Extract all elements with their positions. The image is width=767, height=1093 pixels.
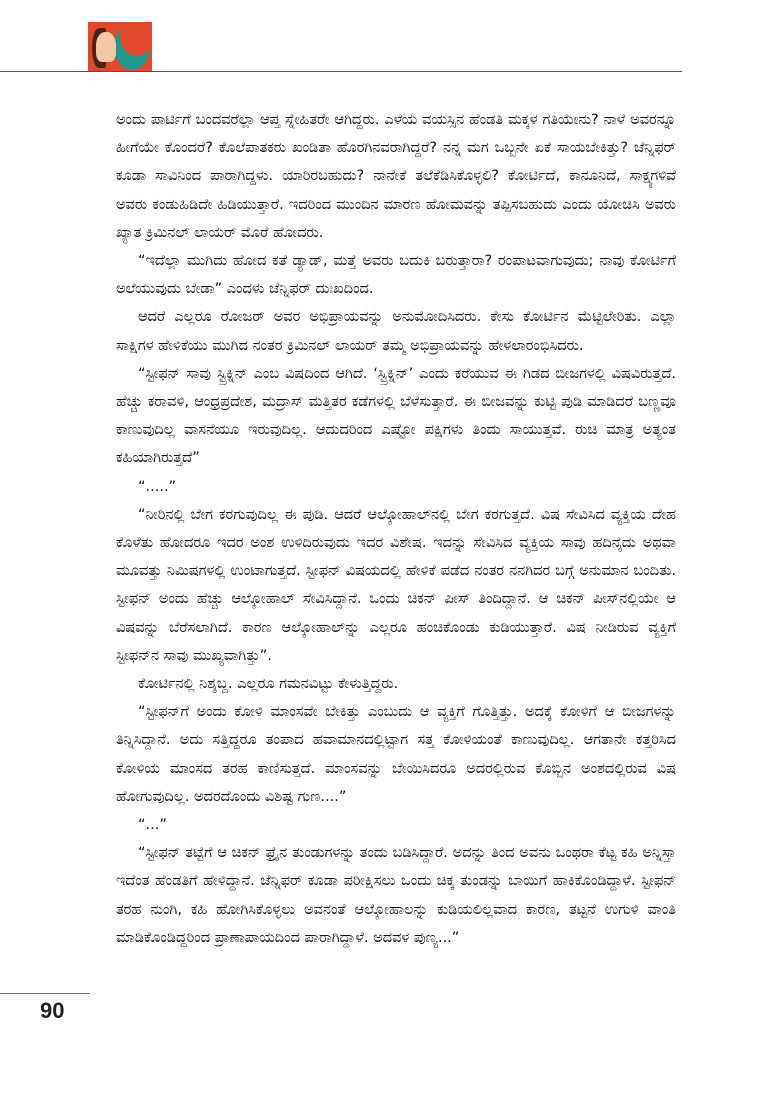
logo-shape-red [120,22,152,56]
logo-shape-face [96,32,116,62]
footer-divider [0,993,90,994]
paragraph: “ಸ್ಟೀಫನ್‌ಗೆ ಅಂದು ಕೋಳಿ ಮಾಂಸವೇ ಬೇಕಿತ್ತು ಎಂಬುದು ಆ ವ್ಯಕ್ತಿಗೆ ಗೊತ್ತಿತ್ತು. ಅದಕ್ಕೆ ಕೋಳಿಗೆ ಆ ಬೀಜಗಳನ್ನು ತಿನ್ನಿಸಿದ್ದಾನೆ. ಅದು ಸತ್ತಿದ್ದರೂ ತಂಪಾದ ಹವಾಮಾನದಲ್ಲಿಟ್ಟಾಗ ಸತ್ತ ಕೋಳಿಯಂತೆ ಕಾಣುವುದಿಲ್ಲ. ಆಗತಾನೇ ಕತ್ತರಿಸಿದ ಕೋಳಿಯ ಮಾಂಸದ ತರಹ ಕಾಣಿಸುತ್ತದೆ. ಮಾಂಸವನ್ನು ಬೇಯಿಸಿದರೂ ಅದರಲ್ಲಿರುವ ಕೊಬ್ಬಿನ ಅಂಶದಲ್ಲಿರುವ ವಿಷ ಹೋಗುವುದಿಲ್ಲ. ಅದರದೊಂದು ವಿಶಿಷ್ಟ ಗುಣ....” [116,704,676,805]
paragraph: “ಸ್ಟೀಫನ್ ಸಾವು ಸ್ಟ್ರಿಕ್ನಿನ್ ಎಂಬ ವಿಷದಿಂದ ಆಗಿದೆ. ‘ಸ್ಟ್ರಿಕ್ನಿನ್’ ಎಂದು ಕರೆಯುವ ಈ ಗಿಡದ ಬೀಜಗಳಲ್ಲಿ ವಿಷವಿರುತ್ತದೆ. ಹೆಚ್ಚು ಕರಾವಳಿ, ಆಂಧ್ರಪ್ರದೇಶ, ಮದ್ರಾಸ್ ಮತ್ತಿತರ ಕಡೆಗಳಲ್ಲಿ ಬೆಳೆಸುತ್ತಾರೆ. ಈ ಬೀಜವನ್ನು ಕುಟ್ಟಿ ಪುಡಿ ಮಾಡಿದರೆ ಬಣ್ಣವೂ ಕಾಣುವುದಿಲ್ಲ ವಾಸನೆಯೂ ಇರುವುದಿಲ್ಲ. ಆದುದರಿಂದ ಎಷ್ಟೋ ಪಕ್ಷಿಗಳು ತಿಂದು ಸಾಯುತ್ತವೆ. ರುಚಿ ಮಾತ್ರ ಅತ್ಯಂತ ಕಹಿಯಾಗಿರುತ್ತದೆ” [116,365,676,467]
paragraph: “ಇದೆಲ್ಲಾ ಮುಗಿದು ಹೋದ ಕತೆ ಡ್ಯಾಡ್, ಮತ್ತೆ ಅವರು ಬದುಕಿ ಬರುತ್ತಾರಾ? ರಂಪಾಟವಾಗುವುದು; ನಾವು ಕೋರ್ಟಿಗೆ ಅಲೆಯುವುದು ಬೇಡಾ” ಎಂದಳು ಜೆನ್ನಿಫರ್ ದುಃಖದಿಂದ. [116,253,676,298]
page-body [116,106,676,952]
book-logo [88,22,152,72]
paragraph: “.....” [138,478,177,495]
paragraph: ಆದರೆ ಎಲ್ಲರೂ ರೋಜರ್ ಅವರ ಅಭಿಪ್ರಾಯವನ್ನು ಅನುಮೋದಿಸಿದರು. ಕೇಸು ಕೋರ್ಟಿನ ಮೆಟ್ಟಿಲೇರಿತು. ಎಲ್ಲಾ ಸಾಕ್ಷಿಗಳ ಹೇಳಿಕೆಯು ಮುಗಿದ ನಂತರ ಕ್ರಿಮಿನಲ್ ಲಾಯರ್ ತಮ್ಮ ಅಭಿಪ್ರಾಯವನ್ನು ಹೇಳಲಾರಂಭಿಸಿದರು. [116,309,676,354]
paragraph: ಅಂದು ಪಾರ್ಟಿಗೆ ಬಂದವರೆಲ್ಲಾ ಆಪ್ತ ಸ್ನೇಹಿತರೇ ಆಗಿದ್ದರು. ಎಳೆಯ ವಯಸ್ಸಿನ ಹೆಂಡತಿ ಮಕ್ಕಳ ಗತಿಯೇನು? ನಾಳೆ ಅವರನ್ನೂ ಹೀಗೆಯೇ ಕೊಂದರೆ? ಕೊಲೆಪಾತಕರು ಖಂಡಿತಾ ಹೊರಗಿನವರಾಗಿದ್ದರೆ? ನನ್ನ ಮಗ ಒಬ್ಬನೇ ಏಕೆ ಸಾಯಬೇಕಿತ್ತು? ಜೆನ್ನಿಫರ್ ಕೂಡಾ ಸಾವಿನಿಂದ ಪಾರಾಗಿದ್ದಳು. ಯಾರಿರಬಹುದು? ನಾನೇಕೆ ತಲೆಕೆಡಿಸಿಕೊಳ್ಳಲಿ? ಕೋರ್ಟಿದೆ, ಕಾನೂನಿದೆ, ಸಾಕ್ಷ್ಯಗಳಿವೆ ಅವರು ಕಂಡುಹಿಡಿದೇ ಹಿಡಿಯುತ್ತಾರೆ. ಇದರಿಂದ ಮುಂದಿನ ಮಾರಣ ಹೋಮವನ್ನು ತಪ್ಪಿಸಬಹುದು ಎಂದು ಯೋಚಿಸಿ ಅವರು ಖ್ಯಾತ ಕ್ರಿಮಿನಲ್ ಲಾಯರ್ ಮೊರೆ ಹೋದರು. [116,112,676,241]
header-divider [0,71,682,72]
paragraph: “ಸ್ಟೀಫನ್ ತಟ್ಟೆಗೆ ಆ ಚಿಕನ್ ಫ್ರೈನ ತುಂಡುಗಳನ್ನು ತಂದು ಬಡಿಸಿದ್ದಾರೆ. ಅದನ್ನು ತಿಂದ ಅವನು ಒಂಥರಾ ಕೆಟ್ಟ ಕಹಿ ಅನ್ನಿಸ್ತಾ ಇದೆಂತ ಹೆಂಡತಿಗೆ ಹೇಳಿದ್ದಾನೆ. ಜೆನ್ನಿಫರ್ ಕೂಡಾ ಪರೀಕ್ಷಿಸಲು ಒಂದು ಚಿಕ್ಕ ತುಂಡನ್ನು ಬಾಯಿಗೆ ಹಾಕಿಕೊಂಡಿದ್ದಾಳೆ. ಸ್ಟೀಫನ್ ತರಹ ನುಂಗಿ, ಕಹಿ ಹೋಗಿಸಿಕೊಳ್ಳಲು ಅವನಂತೆ ಆಲ್ಕೋಹಾಲನ್ನು ಕುಡಿಯಲಿಲ್ಲವಾದ ಕಾರಣ, ತಟ್ಟನೆ ಉಗುಳಿ ವಾಂತಿ ಮಾಡಿಕೊಂಡಿದ್ದರಿಂದ ಪ್ರಾಣಾಪಾಯದಿಂದ ಪಾರಾಗಿದ್ದಾಳೆ. ಅದವಳ ಪುಣ್ಯ...” [116,845,676,946]
paragraph: ಕೋರ್ಟಿನಲ್ಲಿ ನಿಶ್ಶಬ್ದ. ಎಲ್ಲರೂ ಗಮನವಿಟ್ಟು ಕೇಳುತ್ತಿದ್ದರು. [138,676,399,693]
paragraph: “...” [138,817,167,834]
paragraph: “ನೀರಿನಲ್ಲಿ ಬೇಗ ಕರಗುವುದಿಲ್ಲ ಈ ಪುಡಿ. ಆದರೆ ಆಲ್ಕೋಹಾಲ್‌ನಲ್ಲಿ ಬೇಗ ಕರಗುತ್ತದೆ. ವಿಷ ಸೇವಿಸಿದ ವ್ಯಕ್ತಿಯ ದೇಹ ಕೊಳೆತು ಹೋದರೂ ಇದರ ಅಂಶ ಉಳಿದಿರುವುದು ಇದರ ವಿಶೇಷ. ಇದನ್ನು ಸೇವಿಸಿದ ವ್ಯಕ್ತಿಯ ಸಾವು ಹದಿನೈದು ಅಥವಾ ಮೂವತ್ತು ನಿಮಿಷಗಳಲ್ಲಿ ಉಂಟಾಗುತ್ತದೆ. ಸ್ಟೀಫನ್ ವಿಷಯದಲ್ಲಿ ಹೇಳಿಕೆ ಪಡೆದ ನಂತರ ನನಗಿದರ ಬಗ್ಗೆ ಅನುಮಾನ ಬಂದಿತು. ಸ್ಟೀಫನ್ ಅಂದು ಹೆಚ್ಚು ಆಲ್ಕೋಹಾಲ್ ಸೇವಿಸಿದ್ದಾನೆ. ಒಂದು ಚಿಕನ್ ಪೀಸ್ ತಿಂದಿದ್ದಾನೆ. ಆ ಚಿಕನ್ ಪೀಸ್‌ನಲ್ಲಿಯೇ ಆ ವಿಷವನ್ನು ಬೆರೆಸಲಾಗಿದೆ. ಕಾರಣ ಆಲ್ಕೋಹಾಲ್‌ನ್ನು ಎಲ್ಲರೂ ಹಂಚಿಕೊಂಡು ಕುಡಿಯುತ್ತಾರೆ. ವಿಷ ನೀಡಿರುವ ವ್ಯಕ್ತಿಗೆ ಸ್ಟೀಫನ್‌ನ ಸಾವು ಮುಖ್ಯವಾಗಿತ್ತು”. [116,506,676,664]
page-number: 90 [40,998,65,1023]
